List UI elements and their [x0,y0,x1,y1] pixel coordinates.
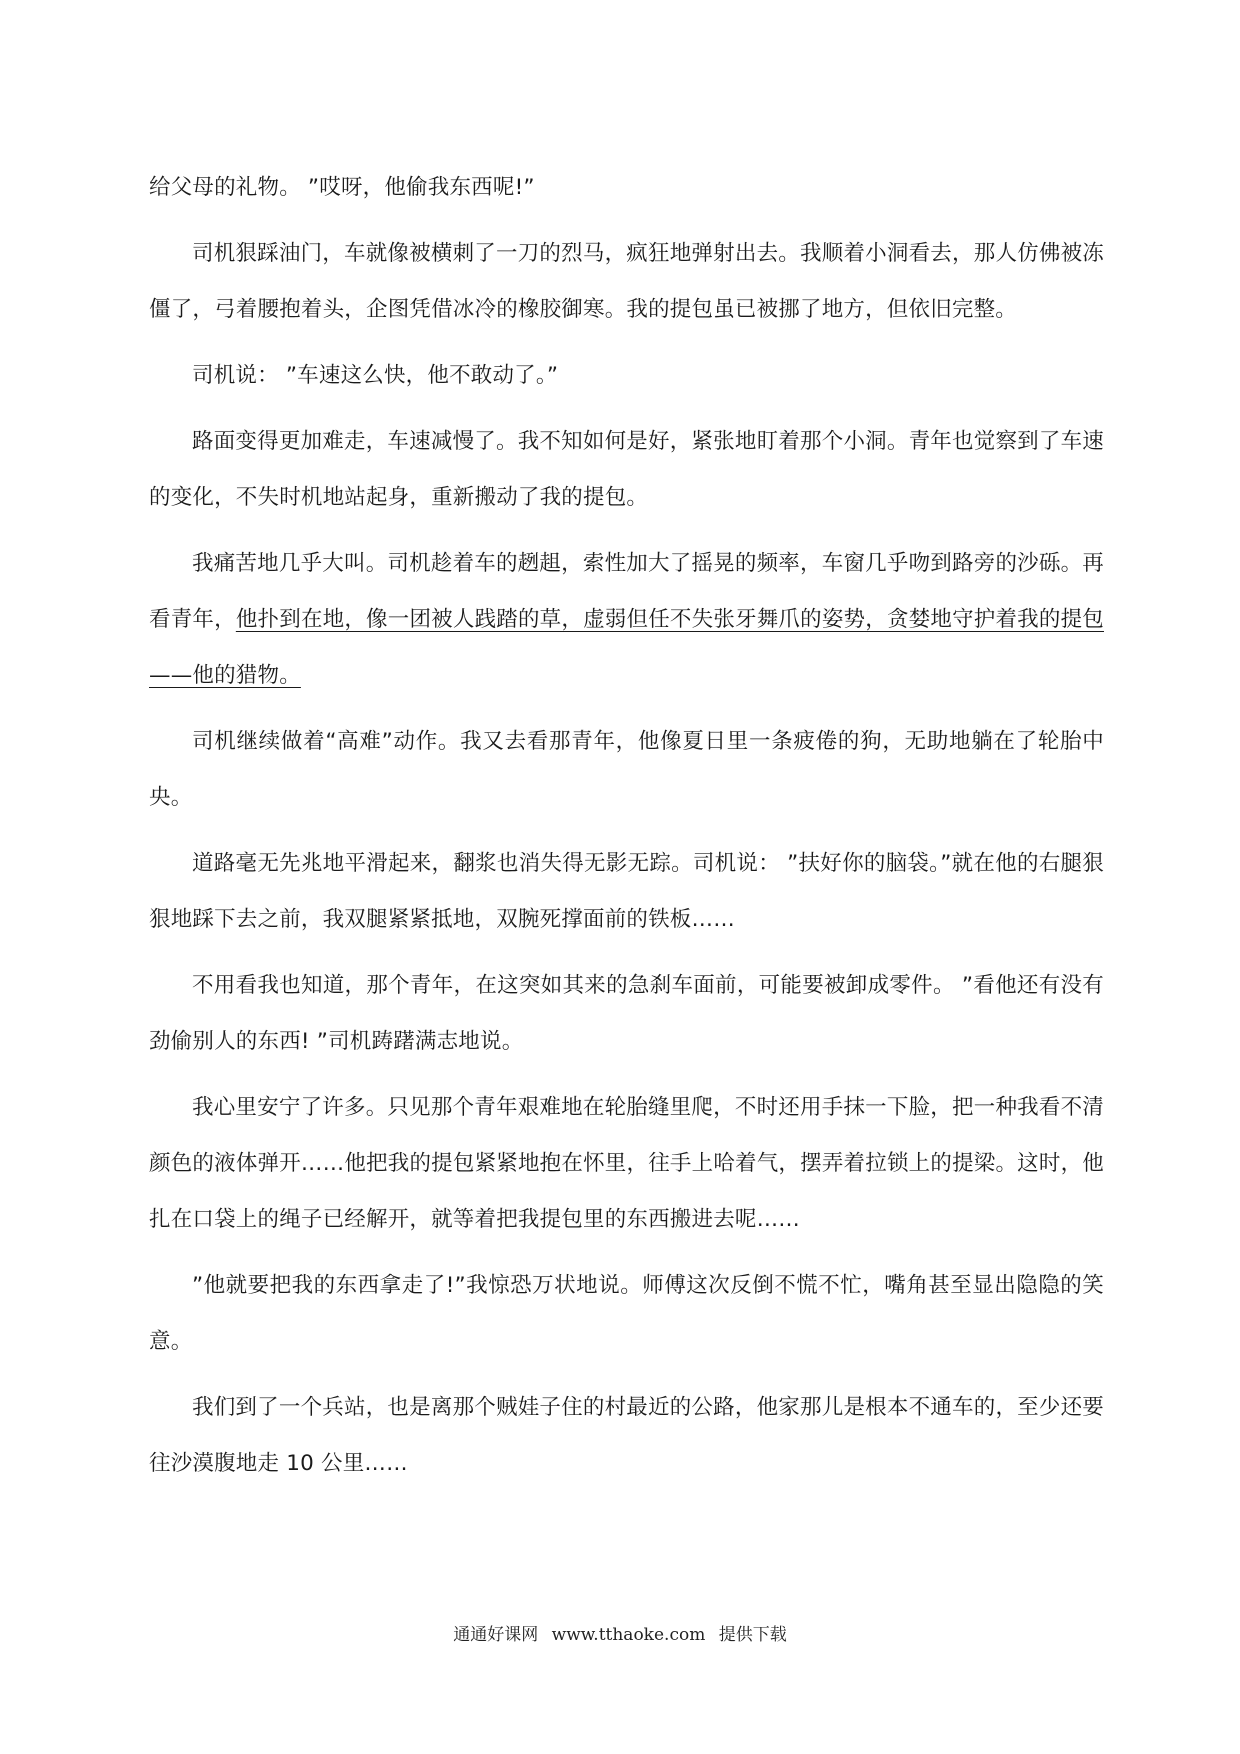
paragraph-text: 给父母的礼物。 ”哎呀，他偷我东西呢!” [149,175,535,200]
underlined-passage: 他扑到在地，像一团被人践踏的草，虚弱但任不失张牙舞爪的姿势，贪婪地守护着我的提包——他的猎物。 [149,607,1104,688]
paragraph [149,1380,1104,1492]
footer-site-name: 通通好课网 [453,1625,539,1645]
paragraph [149,1080,1104,1248]
paragraph [149,226,1104,338]
paragraph [149,1258,1104,1370]
page-footer [0,1620,1240,1645]
paragraph [149,836,1104,948]
footer-action-text: 提供下载 [718,1625,787,1645]
paragraph-text: 路面变得更加难走，车速减慢了。我不知如何是好，紧张地盯着那个小洞。青年也觉察到了车速的变化，不失时机地站起身，重新搬动了我的提包。 [149,429,1104,510]
footer-url-link[interactable]: www.tthaoke.com [551,1625,706,1645]
paragraph-text: 不用看我也知道，那个青年，在这突如其来的急刹车面前，可能要被卸成零件。 ”看他还有没有劲偷别人的东西! ”司机踌躇满志地说。 [149,973,1104,1054]
paragraph-text: 司机继续做着“高难”动作。我又去看那青年，他像夏日里一条疲倦的狗，无助地躺在了轮胎中央。 [149,729,1104,810]
paragraph [149,536,1104,704]
paragraph-text: 我们到了一个兵站，也是离那个贼娃子住的村最近的公路，他家那儿是根本不通车的，至少还要往沙漠腹地走 10 公里…… [149,1395,1104,1476]
paragraph [149,160,1104,216]
paragraph [149,958,1104,1070]
article-body [149,160,1104,1502]
paragraph [149,414,1104,526]
paragraph-text: 道路毫无先兆地平滑起来，翻浆也消失得无影无踪。司机说： ”扶好你的脑袋。”就在他的右腿狠狠地踩下去之前，我双腿紧紧抵地，双腕死撑面前的铁板…… [149,851,1104,932]
paragraph-text: 司机说： ”车速这么快，他不敢动了。” [192,363,559,388]
paragraph [149,714,1104,826]
paragraph-text: ”他就要把我的东西拿走了!”我惊恐万状地说。师傅这次反倒不慌不忙，嘴角甚至显出隐隐的笑意。 [149,1273,1104,1354]
paragraph-text: 司机狠踩油门，车就像被横刺了一刀的烈马，疯狂地弹射出去。我顺着小洞看去，那人仿佛被冻僵了，弓着腰抱着头，企图凭借冰冷的橡胶御寒。我的提包虽已被挪了地方，但依旧完整。 [149,241,1104,322]
paragraph-text: 我心里安宁了许多。只见那个青年艰难地在轮胎缝里爬，不时还用手抹一下脸，把一种我看不清颜色的液体弹开……他把我的提包紧紧地抱在怀里，往手上哈着气，摆弄着拉锁上的提梁。这时，他扎在口袋上的绳子已经解开，就等着把我提包里的东西搬进去呢…… [149,1095,1104,1232]
paragraph-text: 我痛苦地几乎大叫。司机趁着车的趔趄，索性加大了摇晃的频率，车窗几乎吻到路旁的沙砾。再看青年， [149,551,1104,632]
paragraph [149,348,1104,404]
